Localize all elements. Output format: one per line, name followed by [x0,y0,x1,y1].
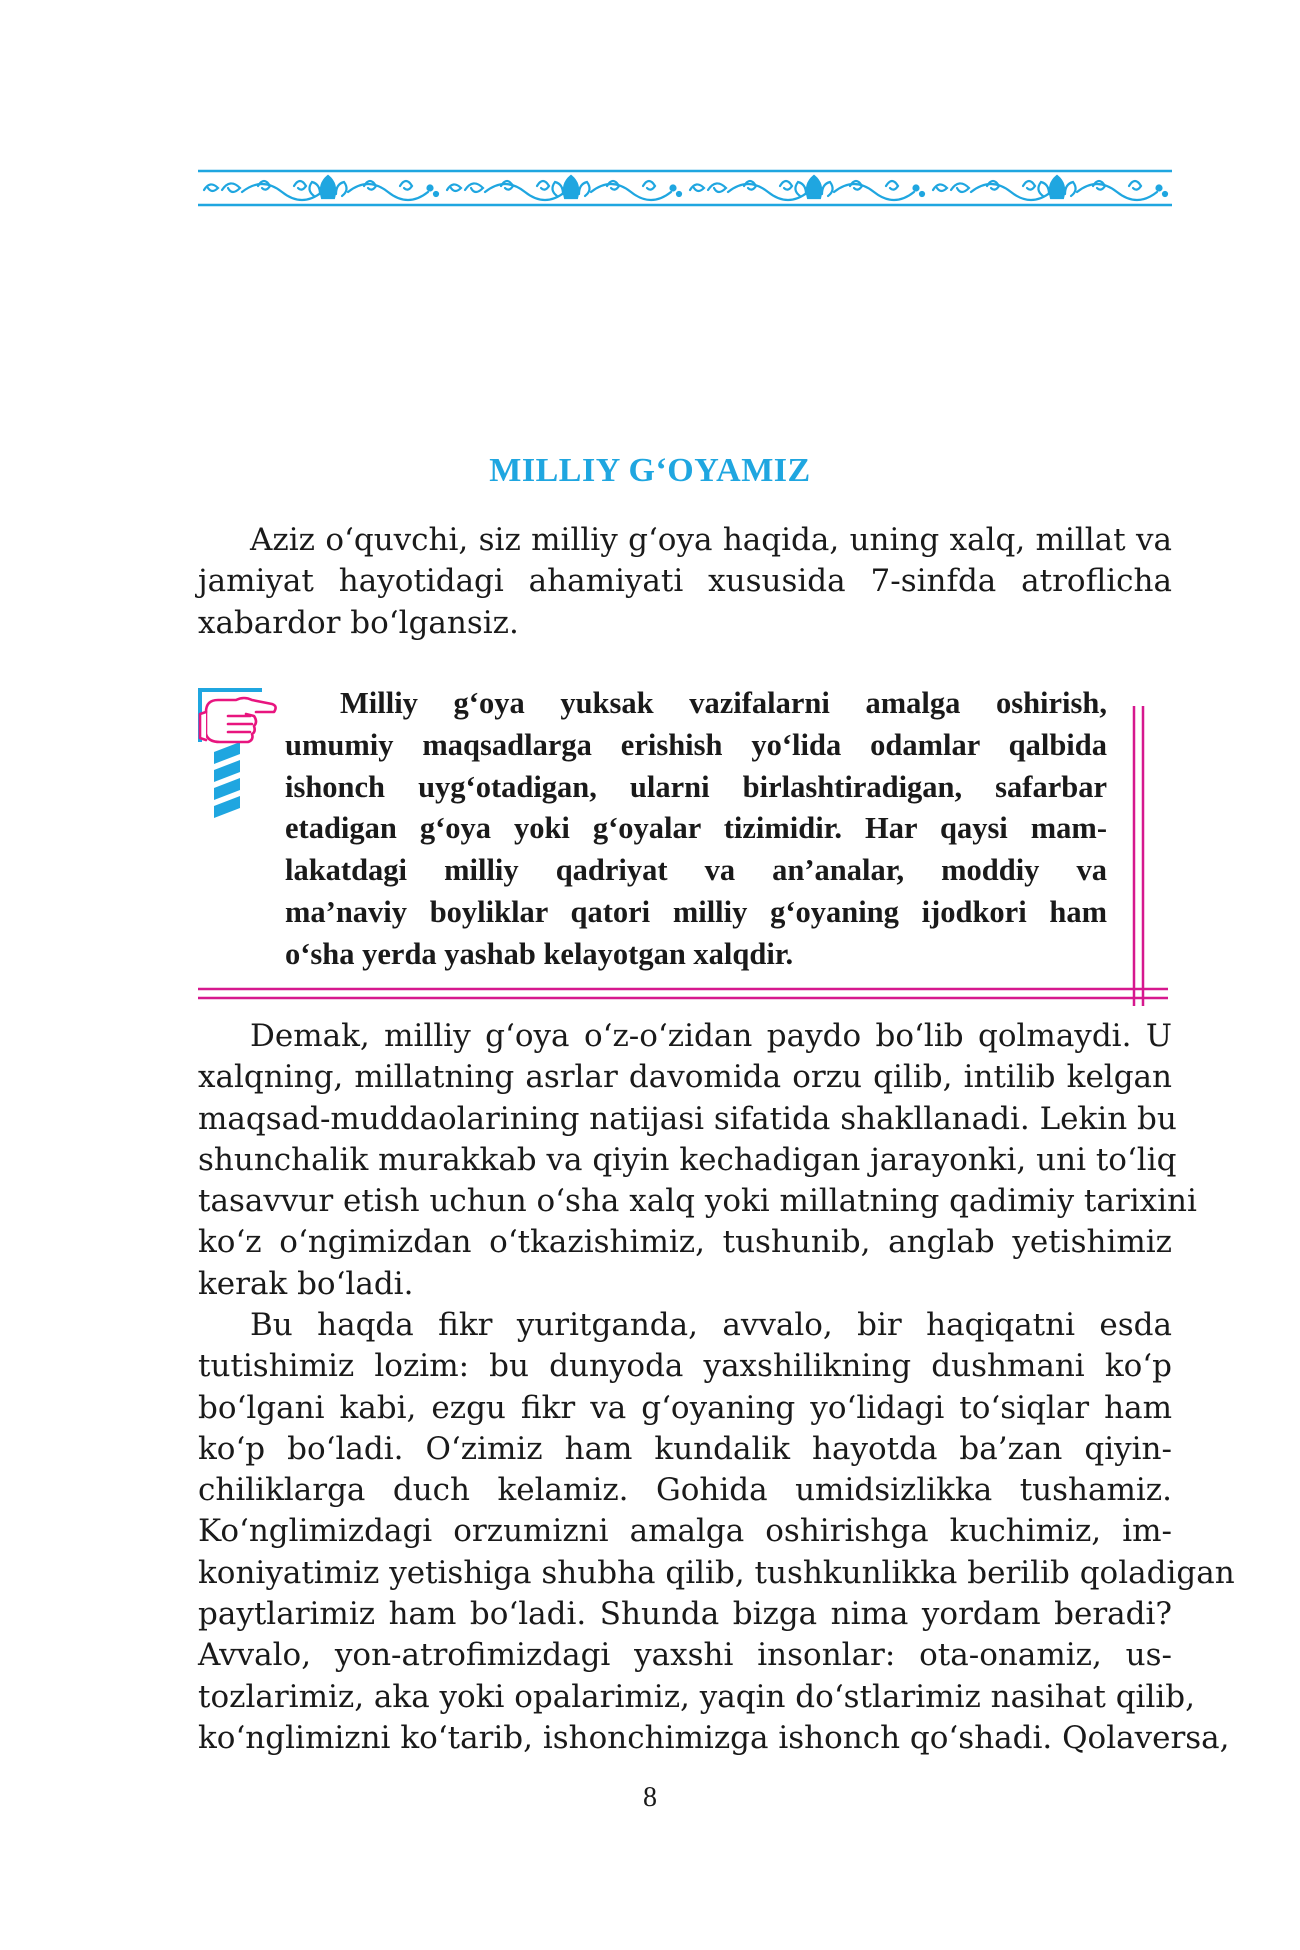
text-line: Demak, milliy g‘oya o‘z-o‘zidan paydo bo‘lib qolmaydi. U [250,1018,1172,1054]
text-line: etadigan g‘oya yoki g‘oyalar tizimidir. Har qaysi mam- [285,811,1107,846]
text-line: ma’naviy boyliklar qatori milliy g‘oyaning ijodkori ham [285,894,1107,929]
text-line: tozlarimiz, aka yoki opalarimiz, yaqin do‘stlarimiz nasihat qilib, [198,1678,1195,1715]
text-line: koniyatimiz yetishiga shubha qilib, tushkunlikka berilib qoladigan [198,1554,1235,1591]
page-number: 8 [643,1782,657,1813]
text-line: o‘sha yerda yashab kelayotgan xalqdir. [285,936,794,971]
pointing-hand-icon [200,690,276,818]
floral-border-ornament [198,168,1172,208]
text-line: Milliy g‘oya yuksak vazifalarni amalga oshirish, [340,686,1107,720]
text-line: Avvalo, yon-atrofimizdagi yaxshi insonlar: ota-onamiz, us- [198,1637,1172,1674]
text-line: ishonch uyg‘otadigan, ularni birlashtiradigan, safarbar [285,769,1107,804]
text-line: ko‘p bo‘ladi. O‘zimiz ham kundalik hayotda ba’zan qiyin- [198,1430,1172,1467]
text-line: Aziz o‘quvchi, siz milliy g‘oya haqida, uning xalq, millat va [250,522,1172,558]
body-paragraph-1 [198,1016,1197,1305]
text-line: ko‘nglimizni ko‘tarib, ishonchimizga ishonch qo‘shadi. Qolaversa, [198,1719,1230,1756]
text-line: bo‘lgani kabi, ezgu fikr va g‘oyaning yo‘lidagi to‘siqlar ham [198,1389,1172,1426]
text-line: lakatdagi milliy qadriyat va an’analar, moddiy va [285,853,1107,888]
text-line: umumiy maqsadlarga erishish yo‘lida odamlar qalbida [285,727,1107,762]
text-line: jamiyat hayotidagi ahamiyati xususida 7-sinfda atroflicha [198,563,1172,600]
text-line: paytlarimiz ham bo‘ladi. Shunda bizga nima yordam beradi? [198,1596,1172,1633]
text-line: chiliklarga duch kelamiz. Gohida umidsizlikka tushamiz. [198,1472,1172,1509]
text-line: xabardor bo‘lgansiz. [198,604,519,641]
text-line: xalqning, millatning asrlar davomida orzu qilib, intilib kelgan [198,1059,1172,1096]
text-line: Bu haqda fikr yuritganda, avvalo, bir haqiqatni esda [250,1307,1172,1343]
text-line: Ko‘nglimizdagi orzumizni amalga oshirishga kuchimiz, im- [198,1513,1172,1550]
text-line: ko‘z o‘ngimizdan o‘tkazishimiz, tushunib, anglab yetishimiz [198,1224,1172,1261]
body-paragraph-2 [198,1305,1235,1759]
text-line: shunchalik murakkab va qiyin kechadigan jarayonki, uni to‘liq [198,1141,1177,1178]
definition-text [285,683,1107,976]
intro-paragraph [198,520,1172,644]
text-line: tutishimiz lozim: bu dunyoda yaxshilikning dushmani ko‘p [198,1348,1172,1385]
text-line: kerak bo‘ladi. [198,1265,414,1302]
page-title: MILLIY G‘OYAMIZ [489,452,811,489]
text-line: tasavvur etish uchun o‘sha xalq yoki millatning qadimiy tarixini [198,1183,1197,1220]
text-line: maqsad-muddaolarining natijasi sifatida shakllanadi. Lekin bu [198,1100,1177,1137]
